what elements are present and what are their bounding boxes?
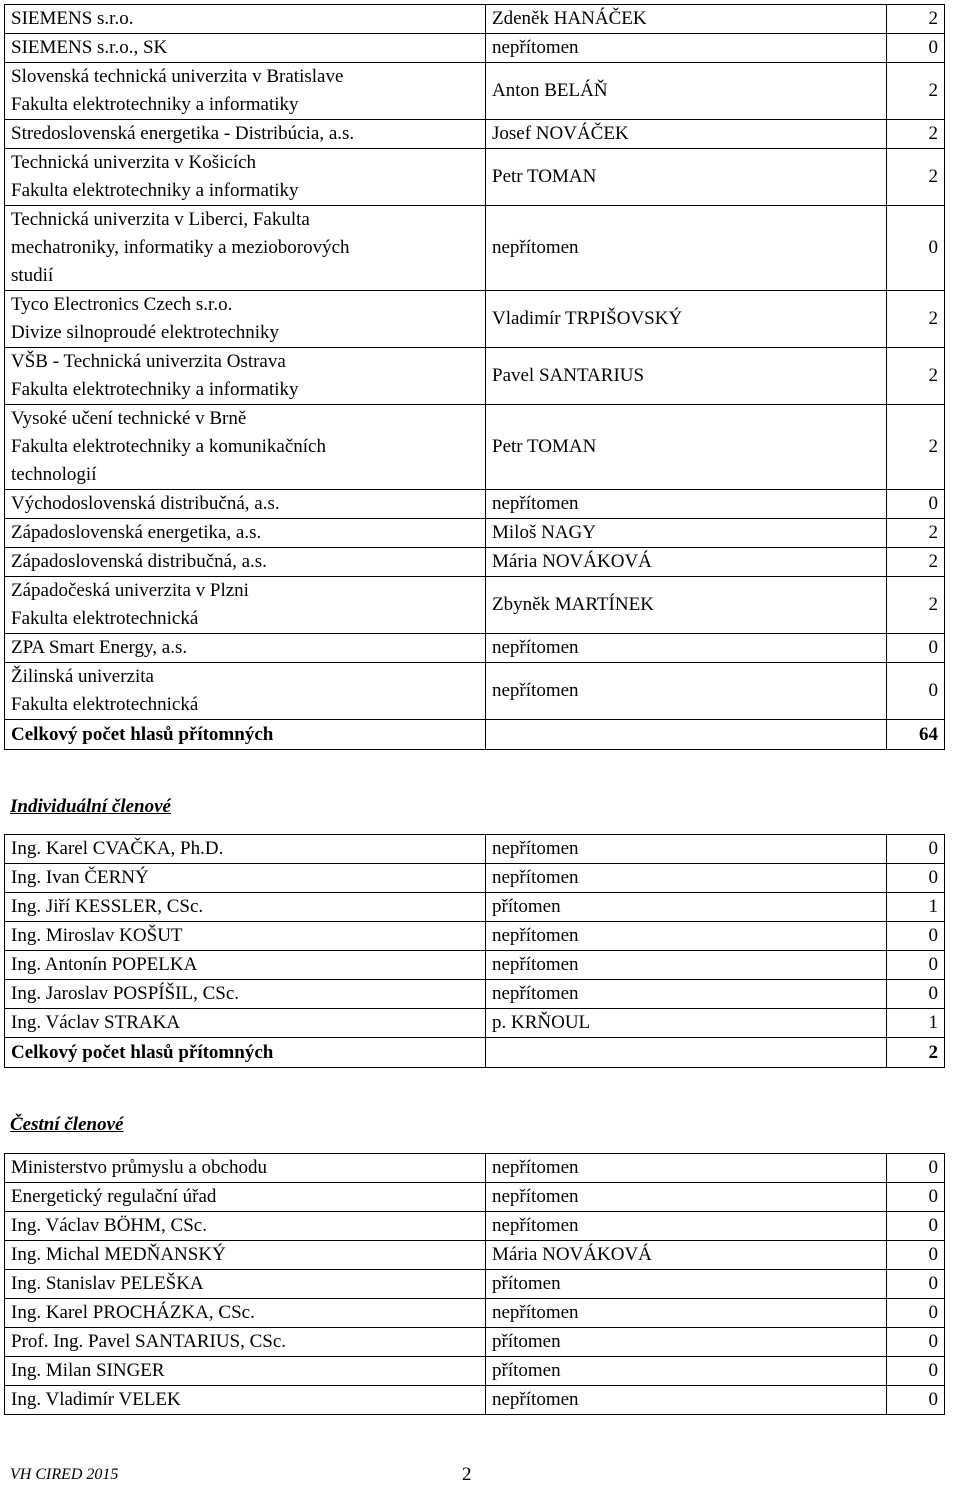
votes: 2 (887, 519, 945, 548)
member-status: Mária NOVÁKOVÁ (486, 1241, 887, 1270)
member-status: nepřítomen (486, 980, 887, 1009)
votes: 2 (887, 291, 945, 348)
member-name: Ing. Antonín POPELKA (5, 951, 486, 980)
institution-name-line: SIEMENS s.r.o., SK (11, 37, 168, 58)
member-name: Ing. Stanislav PELEŠKA (5, 1270, 486, 1299)
representative: nepřítomen (486, 634, 887, 663)
member-status: přítomen (486, 1270, 887, 1299)
member-votes: 0 (887, 1357, 945, 1386)
member-votes: 1 (887, 893, 945, 922)
member-row (5, 1183, 945, 1212)
representative: Petr TOMAN (486, 405, 887, 490)
votes: 0 (887, 490, 945, 519)
institution-row (5, 405, 945, 490)
institution-name (5, 34, 486, 63)
institution-name (5, 577, 486, 634)
member-row (5, 893, 945, 922)
member-row (5, 1154, 945, 1183)
institution-name (5, 348, 486, 405)
institution-name-line: Slovenská technická univerzita v Bratislave (11, 66, 344, 87)
institution-name-line: Tyco Electronics Czech s.r.o. (11, 294, 233, 315)
member-name: Prof. Ing. Pavel SANTARIUS, CSc. (5, 1328, 486, 1357)
representative: Anton BELÁŇ (486, 63, 887, 120)
institution-name-line: studií (11, 265, 54, 286)
total-value: 64 (887, 720, 945, 750)
representative: Zdeněk HANÁČEK (486, 5, 887, 34)
institution-name-line: Fakulta elektrotechniky a informatiky (11, 94, 299, 115)
institution-name-line: mechatroniky, informatiky a mezioborových (11, 237, 350, 258)
member-votes: 0 (887, 864, 945, 893)
votes: 0 (887, 34, 945, 63)
institution-name-line: Fakulta elektrotechnická (11, 694, 199, 715)
individual-members-heading: Individuální členové (10, 796, 171, 817)
institutions-body (5, 5, 945, 720)
member-status: nepřítomen (486, 864, 887, 893)
member-row (5, 1386, 945, 1415)
member-status: p. KRŇOUL (486, 1009, 887, 1038)
member-name: Ing. Václav STRAKA (5, 1009, 486, 1038)
individual-total-spacer (486, 1038, 887, 1068)
institution-name-line: Fakulta elektrotechniky a informatiky (11, 379, 299, 400)
institution-name-line: SIEMENS s.r.o. (11, 8, 134, 29)
member-votes: 0 (887, 1183, 945, 1212)
member-status: přítomen (486, 1357, 887, 1386)
member-votes: 0 (887, 1386, 945, 1415)
institution-row (5, 490, 945, 519)
institution-name-line: VŠB - Technická univerzita Ostrava (11, 351, 286, 372)
member-votes: 0 (887, 835, 945, 864)
member-status: nepřítomen (486, 1212, 887, 1241)
institution-name-line: Západoslovenská energetika, a.s. (11, 522, 262, 543)
votes: 2 (887, 548, 945, 577)
institution-name (5, 63, 486, 120)
representative: Miloš NAGY (486, 519, 887, 548)
institution-name-line: ZPA Smart Energy, a.s. (11, 637, 188, 658)
member-votes: 0 (887, 922, 945, 951)
member-status: přítomen (486, 1328, 887, 1357)
institution-name-line: Technická univerzita v Liberci, Fakulta (11, 209, 310, 230)
member-name: Ing. Vladimír VELEK (5, 1386, 486, 1415)
institution-name (5, 634, 486, 663)
member-votes: 0 (887, 1154, 945, 1183)
individual-total-value: 2 (887, 1038, 945, 1068)
institution-name-line: Západočeská univerzita v Plzni (11, 580, 249, 601)
representative: Pavel SANTARIUS (486, 348, 887, 405)
member-name: Ing. Milan SINGER (5, 1357, 486, 1386)
representative: Josef NOVÁČEK (486, 120, 887, 149)
member-status: nepřítomen (486, 1183, 887, 1212)
member-status: nepřítomen (486, 951, 887, 980)
votes: 2 (887, 348, 945, 405)
institution-row (5, 519, 945, 548)
member-row (5, 1357, 945, 1386)
representative: nepřítomen (486, 663, 887, 720)
member-name: Ing. Karel CVAČKA, Ph.D. (5, 835, 486, 864)
institution-name-line: Divize silnoproudé elektrotechniky (11, 322, 280, 343)
institution-name-line: Technická univerzita v Košicích (11, 152, 257, 173)
votes: 2 (887, 5, 945, 34)
member-row (5, 1009, 945, 1038)
member-status: nepřítomen (486, 922, 887, 951)
member-name: Ing. Michal MEDŇANSKÝ (5, 1241, 486, 1270)
member-votes: 1 (887, 1009, 945, 1038)
honorary-members-heading: Čestní členové (10, 1114, 124, 1135)
votes: 0 (887, 663, 945, 720)
institution-name (5, 519, 486, 548)
footer-event: VH CIRED 2015 (10, 1466, 119, 1483)
member-votes: 0 (887, 951, 945, 980)
honorary-members-body (5, 1154, 945, 1415)
individual-members-table (4, 834, 945, 1068)
institution-name (5, 663, 486, 720)
member-status: nepřítomen (486, 1299, 887, 1328)
votes: 0 (887, 206, 945, 291)
member-row (5, 864, 945, 893)
institution-row (5, 548, 945, 577)
votes: 2 (887, 149, 945, 206)
member-name: Energetický regulační úřad (5, 1183, 486, 1212)
total-label: Celkový počet hlasů přítomných (5, 720, 486, 750)
institution-row (5, 34, 945, 63)
institutions-table (4, 4, 945, 750)
institution-row (5, 149, 945, 206)
member-status: nepřítomen (486, 1154, 887, 1183)
institution-row (5, 206, 945, 291)
individual-total-label: Celkový počet hlasů přítomných (5, 1038, 486, 1068)
institution-name-line: Fakulta elektrotechniky a informatiky (11, 180, 299, 201)
member-votes: 0 (887, 980, 945, 1009)
institution-name-line: Stredoslovenská energetika - Distribúcia, a.s. (11, 123, 355, 144)
institution-name-line: Fakulta elektrotechniky a komunikačních (11, 436, 326, 457)
member-name: Ing. Ivan ČERNÝ (5, 864, 486, 893)
institution-name-line: technologií (11, 464, 97, 485)
page-number: 2 (462, 1464, 472, 1485)
individual-total-row (5, 1038, 945, 1068)
institution-name-line: Žilinská univerzita (11, 666, 154, 687)
institution-name-line: Vysoké učení technické v Brně (11, 408, 247, 429)
member-status: nepřítomen (486, 835, 887, 864)
member-row (5, 1212, 945, 1241)
institution-name-line: Fakulta elektrotechnická (11, 608, 199, 629)
member-row (5, 951, 945, 980)
member-name: Ing. Jiří KESSLER, CSc. (5, 893, 486, 922)
institution-row (5, 291, 945, 348)
representative: Zbyněk MARTÍNEK (486, 577, 887, 634)
member-name: Ing. Karel PROCHÁZKA, CSc. (5, 1299, 486, 1328)
institution-name (5, 291, 486, 348)
member-row (5, 1299, 945, 1328)
member-status: přítomen (486, 893, 887, 922)
institution-row (5, 663, 945, 720)
institution-row (5, 634, 945, 663)
member-row (5, 835, 945, 864)
institution-row (5, 5, 945, 34)
member-row (5, 1328, 945, 1357)
institution-row (5, 348, 945, 405)
votes: 2 (887, 63, 945, 120)
member-row (5, 1241, 945, 1270)
representative: nepřítomen (486, 34, 887, 63)
institution-row (5, 63, 945, 120)
institution-name-line: Východoslovenská distribučná, a.s. (11, 493, 280, 514)
institution-name (5, 405, 486, 490)
institution-name (5, 548, 486, 577)
total-spacer (486, 720, 887, 750)
representative: Petr TOMAN (486, 149, 887, 206)
votes: 2 (887, 120, 945, 149)
institution-name-line: Západoslovenská distribučná, a.s. (11, 551, 267, 572)
member-votes: 0 (887, 1241, 945, 1270)
honorary-members-table (4, 1153, 945, 1415)
institution-row (5, 120, 945, 149)
member-votes: 0 (887, 1212, 945, 1241)
institution-name (5, 120, 486, 149)
votes: 2 (887, 577, 945, 634)
institution-name (5, 490, 486, 519)
member-name: Ministerstvo průmyslu a obchodu (5, 1154, 486, 1183)
votes: 0 (887, 634, 945, 663)
representative: Vladimír TRPIŠOVSKÝ (486, 291, 887, 348)
member-status: nepřítomen (486, 1386, 887, 1415)
representative: nepřítomen (486, 206, 887, 291)
member-name: Ing. Václav BÖHM, CSc. (5, 1212, 486, 1241)
member-row (5, 980, 945, 1009)
institution-row (5, 577, 945, 634)
member-row (5, 1270, 945, 1299)
institution-name (5, 206, 486, 291)
institution-name (5, 149, 486, 206)
votes: 2 (887, 405, 945, 490)
member-row (5, 922, 945, 951)
institution-name (5, 5, 486, 34)
individual-members-body (5, 835, 945, 1038)
representative: Mária NOVÁKOVÁ (486, 548, 887, 577)
institutions-total-row (5, 720, 945, 750)
member-name: Ing. Jaroslav POSPÍŠIL, CSc. (5, 980, 486, 1009)
representative: nepřítomen (486, 490, 887, 519)
member-votes: 0 (887, 1270, 945, 1299)
member-votes: 0 (887, 1299, 945, 1328)
member-votes: 0 (887, 1328, 945, 1357)
member-name: Ing. Miroslav KOŠUT (5, 922, 486, 951)
